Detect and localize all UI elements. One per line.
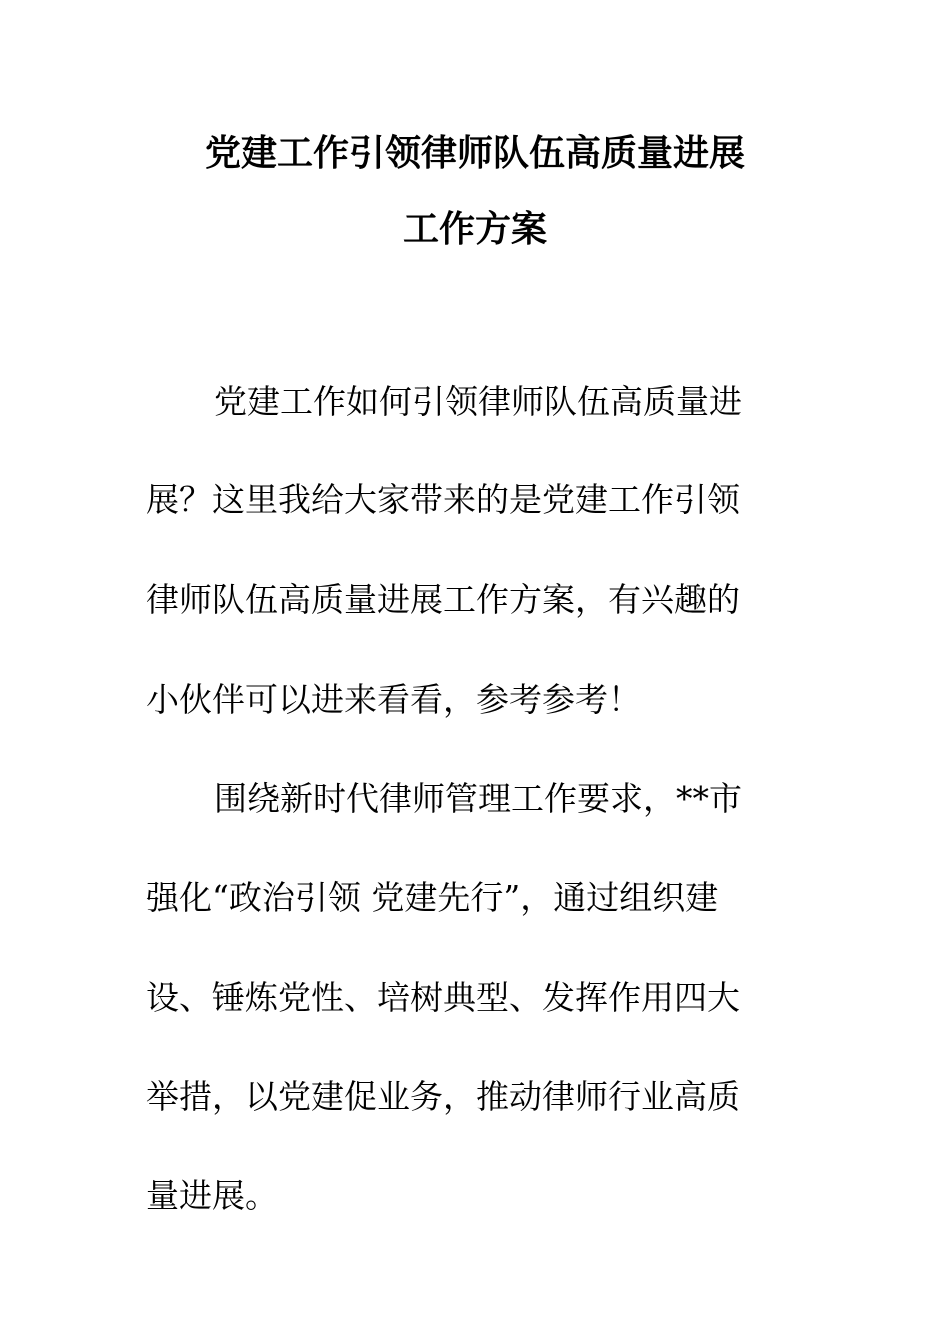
paragraph-measures-line-4: 举措，以党建促业务，推动律师行业高质 [146,1077,740,1116]
paragraph-measures-line-1: 围绕新时代律师管理工作要求，**市 [214,779,742,818]
paragraph-measures-line-3: 设、锤炼党性、培树典型、发挥作用四大 [146,978,740,1017]
paragraph-intro-line-3: 律师队伍高质量进展工作方案，有兴趣的 [146,580,740,619]
document-title-line-1: 党建工作引领律师队伍高质量进展 [204,133,745,174]
paragraph-intro-line-2: 展？这里我给大家带来的是党建工作引领 [146,480,740,519]
paragraph-measures-line-2: 强化“政治引领 党建先行”，通过组织建 [146,878,719,917]
paragraph-intro-line-4: 小伙伴可以进来看看，参考参考！ [146,680,641,719]
paragraph-intro-line-1: 党建工作如何引领律师队伍高质量进 [214,382,742,421]
paragraph-measures-line-5: 量进展。 [146,1176,278,1215]
document-title-line-2: 工作方案 [402,209,547,250]
